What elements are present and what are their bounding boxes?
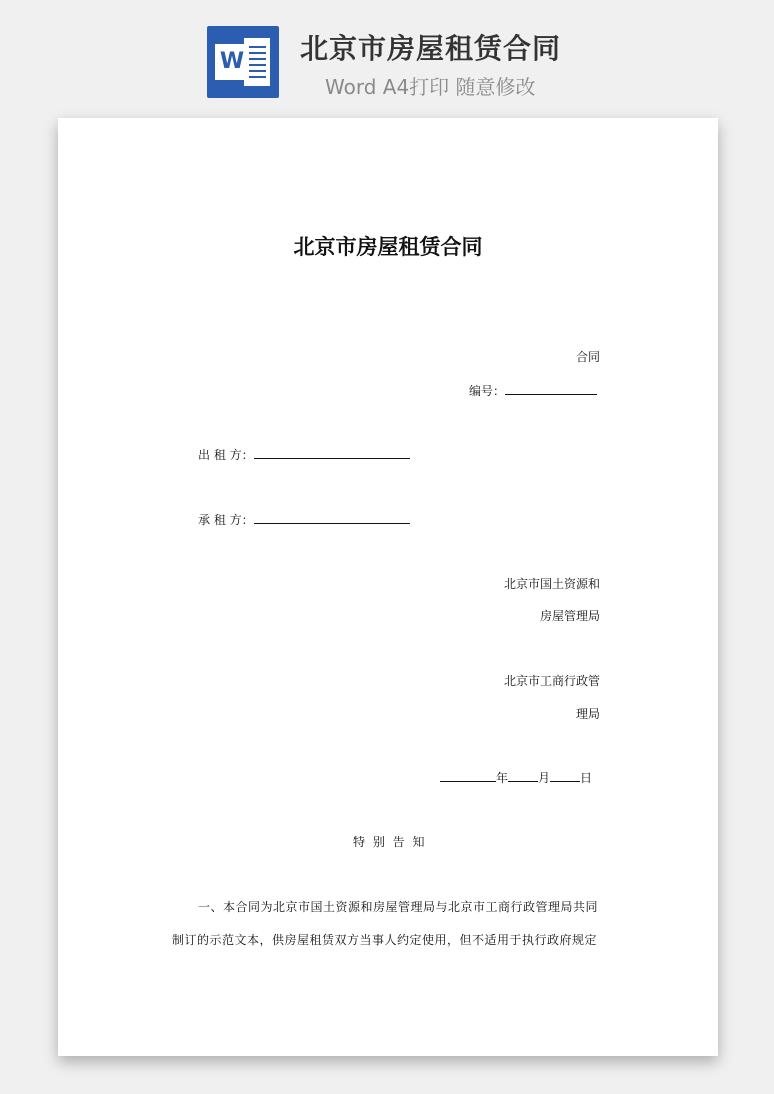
- paragraph1-line2: 制订的示范文本，供房屋租赁双方当事人约定使用，但不适用于执行政府规定: [172, 933, 598, 947]
- lessee-label: 承 租 方：: [198, 513, 254, 527]
- word-icon-letter: W: [215, 44, 249, 80]
- lessee-blank: [254, 511, 410, 524]
- authority1-line2: 房屋管理局: [539, 609, 600, 623]
- document-page: [58, 118, 718, 1056]
- authority1-line1: 北京市国土资源和: [503, 577, 600, 591]
- authority2-line2: 理局: [575, 707, 600, 721]
- lessor-label: 出 租 方：: [198, 448, 254, 462]
- date-row: [440, 769, 592, 786]
- contract-number-blank: [505, 382, 597, 395]
- year-label: 年: [496, 771, 509, 785]
- paragraph1-line1: 一、本合同为北京市国土资源和房屋管理局与北京市工商行政管理局共同: [198, 900, 599, 914]
- day-blank: [550, 769, 580, 782]
- word-icon: [207, 26, 279, 98]
- header-subtitle: Word A4打印 随意修改: [325, 75, 536, 99]
- authority2-line1: 北京市工商行政管: [503, 674, 600, 688]
- header-title: 北京市房屋租赁合同: [300, 32, 562, 65]
- lessor-row: [198, 446, 410, 463]
- day-label: 日: [580, 771, 593, 785]
- month-label: 月: [538, 771, 551, 785]
- year-blank: [440, 769, 496, 782]
- lessor-blank: [254, 446, 410, 459]
- document-title: 北京市房屋租赁合同: [293, 235, 483, 259]
- lessee-row: [198, 511, 410, 528]
- contract-label: 合同: [575, 350, 600, 364]
- contract-number-row: [469, 382, 597, 399]
- month-blank: [508, 769, 538, 782]
- page-header: [0, 0, 774, 118]
- contract-number-label: 编号：: [469, 384, 506, 398]
- notice-title: 特 别 告 知: [353, 835, 427, 849]
